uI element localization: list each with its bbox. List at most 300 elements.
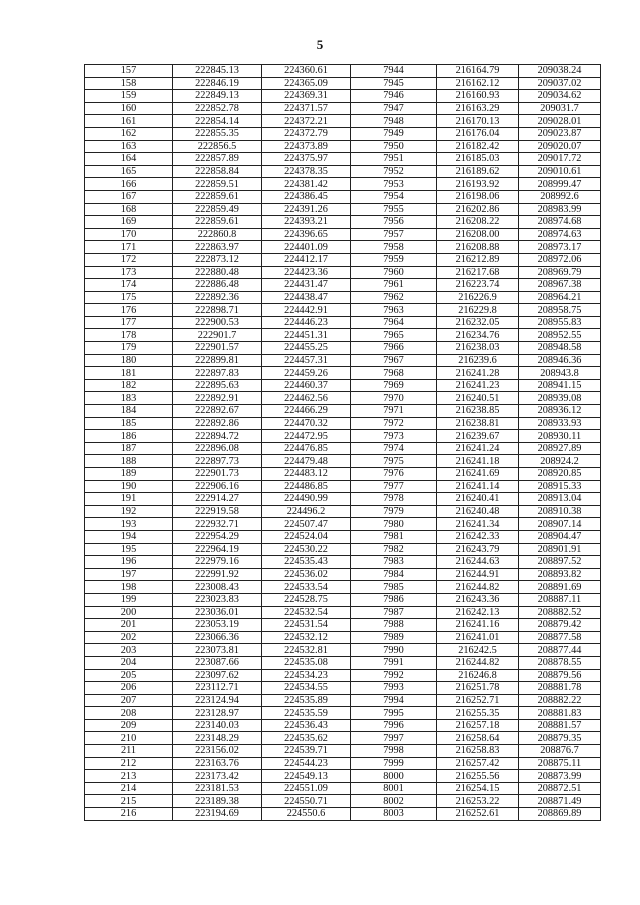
point-number-left-cell: 198 bbox=[85, 581, 173, 594]
x-coordinate-left-cell: 222892.67 bbox=[173, 405, 262, 418]
y-coordinate-right-cell: 208946.36 bbox=[519, 354, 601, 367]
x-coordinate-left-cell: 222897.73 bbox=[173, 455, 262, 468]
y-coordinate-left-cell: 224375.97 bbox=[262, 153, 351, 166]
x-coordinate-left-cell: 222860.8 bbox=[173, 228, 262, 241]
point-number-right-cell: 7980 bbox=[351, 518, 437, 531]
point-number-right-cell: 7978 bbox=[351, 493, 437, 506]
y-coordinate-right-cell: 209037.02 bbox=[519, 77, 601, 90]
point-number-left-cell: 182 bbox=[85, 379, 173, 392]
point-number-right-cell: 7963 bbox=[351, 304, 437, 317]
y-coordinate-right-cell: 208974.68 bbox=[519, 216, 601, 229]
x-coordinate-right-cell: 216242.33 bbox=[437, 530, 519, 543]
table-row bbox=[85, 808, 601, 821]
y-coordinate-left-cell: 224401.09 bbox=[262, 241, 351, 254]
table-row bbox=[85, 342, 601, 355]
x-coordinate-right-cell: 216254.15 bbox=[437, 782, 519, 795]
point-number-left-cell: 201 bbox=[85, 619, 173, 632]
point-number-right-cell: 8002 bbox=[351, 795, 437, 808]
y-coordinate-right-cell: 208924.2 bbox=[519, 455, 601, 468]
point-number-left-cell: 191 bbox=[85, 493, 173, 506]
point-number-right-cell: 8000 bbox=[351, 770, 437, 783]
table-row bbox=[85, 719, 601, 732]
point-number-right-cell: 7959 bbox=[351, 253, 437, 266]
y-coordinate-right-cell: 208999.47 bbox=[519, 178, 601, 191]
point-number-right-cell: 7988 bbox=[351, 619, 437, 632]
x-coordinate-right-cell: 216162.12 bbox=[437, 77, 519, 90]
x-coordinate-left-cell: 222892.36 bbox=[173, 291, 262, 304]
point-number-right-cell: 7951 bbox=[351, 153, 437, 166]
y-coordinate-left-cell: 224490.99 bbox=[262, 493, 351, 506]
y-coordinate-left-cell: 224462.56 bbox=[262, 392, 351, 405]
point-number-right-cell: 7993 bbox=[351, 682, 437, 695]
x-coordinate-left-cell: 222859.51 bbox=[173, 178, 262, 191]
coordinates-table bbox=[84, 64, 601, 821]
x-coordinate-right-cell: 216238.85 bbox=[437, 405, 519, 418]
point-number-left-cell: 210 bbox=[85, 732, 173, 745]
point-number-left-cell: 172 bbox=[85, 253, 173, 266]
point-number-left-cell: 177 bbox=[85, 316, 173, 329]
x-coordinate-left-cell: 223112.71 bbox=[173, 682, 262, 695]
y-coordinate-right-cell: 208910.38 bbox=[519, 505, 601, 518]
x-coordinate-left-cell: 223128.97 bbox=[173, 707, 262, 720]
point-number-right-cell: 7975 bbox=[351, 455, 437, 468]
x-coordinate-left-cell: 223173.42 bbox=[173, 770, 262, 783]
x-coordinate-right-cell: 216189.62 bbox=[437, 165, 519, 178]
x-coordinate-left-cell: 222880.48 bbox=[173, 266, 262, 279]
table-row bbox=[85, 505, 601, 518]
point-number-right-cell: 7994 bbox=[351, 694, 437, 707]
y-coordinate-right-cell: 209020.07 bbox=[519, 140, 601, 153]
point-number-left-cell: 192 bbox=[85, 505, 173, 518]
point-number-right-cell: 7962 bbox=[351, 291, 437, 304]
y-coordinate-right-cell: 208943.8 bbox=[519, 367, 601, 380]
point-number-left-cell: 178 bbox=[85, 329, 173, 342]
coordinates-table-body bbox=[85, 65, 601, 821]
table-row bbox=[85, 745, 601, 758]
y-coordinate-left-cell: 224472.95 bbox=[262, 430, 351, 443]
table-row bbox=[85, 581, 601, 594]
y-coordinate-left-cell: 224459.26 bbox=[262, 367, 351, 380]
point-number-right-cell: 7960 bbox=[351, 266, 437, 279]
y-coordinate-left-cell: 224393.21 bbox=[262, 216, 351, 229]
table-row bbox=[85, 228, 601, 241]
y-coordinate-left-cell: 224412.17 bbox=[262, 253, 351, 266]
x-coordinate-right-cell: 216241.01 bbox=[437, 631, 519, 644]
x-coordinate-left-cell: 222859.49 bbox=[173, 203, 262, 216]
x-coordinate-left-cell: 222892.91 bbox=[173, 392, 262, 405]
y-coordinate-right-cell: 208927.89 bbox=[519, 442, 601, 455]
table-row bbox=[85, 530, 601, 543]
point-number-left-cell: 160 bbox=[85, 102, 173, 115]
y-coordinate-left-cell: 224532.81 bbox=[262, 644, 351, 657]
point-number-left-cell: 190 bbox=[85, 480, 173, 493]
point-number-right-cell: 7964 bbox=[351, 316, 437, 329]
table-row bbox=[85, 480, 601, 493]
point-number-right-cell: 7997 bbox=[351, 732, 437, 745]
x-coordinate-right-cell: 216212.89 bbox=[437, 253, 519, 266]
y-coordinate-left-cell: 224360.61 bbox=[262, 65, 351, 78]
x-coordinate-right-cell: 216217.68 bbox=[437, 266, 519, 279]
y-coordinate-right-cell: 209010.61 bbox=[519, 165, 601, 178]
table-row bbox=[85, 593, 601, 606]
point-number-left-cell: 175 bbox=[85, 291, 173, 304]
y-coordinate-left-cell: 224531.54 bbox=[262, 619, 351, 632]
y-coordinate-left-cell: 224442.91 bbox=[262, 304, 351, 317]
y-coordinate-left-cell: 224378.35 bbox=[262, 165, 351, 178]
point-number-left-cell: 193 bbox=[85, 518, 173, 531]
x-coordinate-right-cell: 216239.67 bbox=[437, 430, 519, 443]
y-coordinate-left-cell: 224496.2 bbox=[262, 505, 351, 518]
y-coordinate-right-cell: 208877.44 bbox=[519, 644, 601, 657]
y-coordinate-left-cell: 224386.45 bbox=[262, 190, 351, 203]
table-row bbox=[85, 304, 601, 317]
y-coordinate-left-cell: 224535.08 bbox=[262, 656, 351, 669]
x-coordinate-left-cell: 222859.61 bbox=[173, 216, 262, 229]
y-coordinate-left-cell: 224539.71 bbox=[262, 745, 351, 758]
x-coordinate-left-cell: 222964.19 bbox=[173, 543, 262, 556]
x-coordinate-left-cell: 223181.53 bbox=[173, 782, 262, 795]
y-coordinate-right-cell: 208936.12 bbox=[519, 405, 601, 418]
point-number-left-cell: 171 bbox=[85, 241, 173, 254]
x-coordinate-right-cell: 216208.22 bbox=[437, 216, 519, 229]
y-coordinate-right-cell: 208871.49 bbox=[519, 795, 601, 808]
table-row bbox=[85, 241, 601, 254]
x-coordinate-right-cell: 216176.04 bbox=[437, 127, 519, 140]
x-coordinate-right-cell: 216193.92 bbox=[437, 178, 519, 191]
x-coordinate-left-cell: 222898.71 bbox=[173, 304, 262, 317]
point-number-left-cell: 207 bbox=[85, 694, 173, 707]
y-coordinate-right-cell: 208881.83 bbox=[519, 707, 601, 720]
y-coordinate-right-cell: 208877.58 bbox=[519, 631, 601, 644]
y-coordinate-right-cell: 208952.55 bbox=[519, 329, 601, 342]
table-row bbox=[85, 140, 601, 153]
y-coordinate-right-cell: 208907.14 bbox=[519, 518, 601, 531]
y-coordinate-right-cell: 208974.63 bbox=[519, 228, 601, 241]
x-coordinate-left-cell: 222859.61 bbox=[173, 190, 262, 203]
x-coordinate-left-cell: 223124.94 bbox=[173, 694, 262, 707]
y-coordinate-right-cell: 209023.87 bbox=[519, 127, 601, 140]
table-row bbox=[85, 669, 601, 682]
x-coordinate-left-cell: 222895.63 bbox=[173, 379, 262, 392]
point-number-right-cell: 7984 bbox=[351, 568, 437, 581]
x-coordinate-left-cell: 222894.72 bbox=[173, 430, 262, 443]
point-number-left-cell: 197 bbox=[85, 568, 173, 581]
y-coordinate-left-cell: 224535.43 bbox=[262, 556, 351, 569]
y-coordinate-left-cell: 224524.04 bbox=[262, 530, 351, 543]
point-number-left-cell: 199 bbox=[85, 593, 173, 606]
y-coordinate-right-cell: 208958.75 bbox=[519, 304, 601, 317]
y-coordinate-left-cell: 224431.47 bbox=[262, 279, 351, 292]
x-coordinate-right-cell: 216241.23 bbox=[437, 379, 519, 392]
table-row bbox=[85, 279, 601, 292]
y-coordinate-left-cell: 224372.21 bbox=[262, 115, 351, 128]
y-coordinate-right-cell: 208948.58 bbox=[519, 342, 601, 355]
point-number-right-cell: 7974 bbox=[351, 442, 437, 455]
y-coordinate-right-cell: 208992.6 bbox=[519, 190, 601, 203]
x-coordinate-left-cell: 223053.19 bbox=[173, 619, 262, 632]
x-coordinate-right-cell: 216257.42 bbox=[437, 757, 519, 770]
y-coordinate-left-cell: 224451.31 bbox=[262, 329, 351, 342]
x-coordinate-left-cell: 223073.81 bbox=[173, 644, 262, 657]
table-row bbox=[85, 379, 601, 392]
table-row bbox=[85, 178, 601, 191]
table-row bbox=[85, 417, 601, 430]
x-coordinate-right-cell: 216208.00 bbox=[437, 228, 519, 241]
point-number-right-cell: 7947 bbox=[351, 102, 437, 115]
y-coordinate-left-cell: 224544.23 bbox=[262, 757, 351, 770]
point-number-left-cell: 213 bbox=[85, 770, 173, 783]
point-number-right-cell: 7991 bbox=[351, 656, 437, 669]
y-coordinate-left-cell: 224534.55 bbox=[262, 682, 351, 695]
point-number-left-cell: 166 bbox=[85, 178, 173, 191]
point-number-left-cell: 185 bbox=[85, 417, 173, 430]
x-coordinate-left-cell: 222906.16 bbox=[173, 480, 262, 493]
point-number-left-cell: 200 bbox=[85, 606, 173, 619]
y-coordinate-right-cell: 209031.7 bbox=[519, 102, 601, 115]
point-number-right-cell: 7957 bbox=[351, 228, 437, 241]
y-coordinate-right-cell: 208869.89 bbox=[519, 808, 601, 821]
y-coordinate-left-cell: 224507.47 bbox=[262, 518, 351, 531]
x-coordinate-right-cell: 216163.29 bbox=[437, 102, 519, 115]
point-number-left-cell: 183 bbox=[85, 392, 173, 405]
y-coordinate-left-cell: 224486.85 bbox=[262, 480, 351, 493]
x-coordinate-right-cell: 216241.18 bbox=[437, 455, 519, 468]
x-coordinate-right-cell: 216185.03 bbox=[437, 153, 519, 166]
x-coordinate-right-cell: 216241.69 bbox=[437, 468, 519, 481]
point-number-right-cell: 7952 bbox=[351, 165, 437, 178]
table-row bbox=[85, 656, 601, 669]
point-number-right-cell: 8003 bbox=[351, 808, 437, 821]
y-coordinate-left-cell: 224536.02 bbox=[262, 568, 351, 581]
table-row bbox=[85, 694, 601, 707]
point-number-left-cell: 184 bbox=[85, 405, 173, 418]
point-number-left-cell: 159 bbox=[85, 90, 173, 103]
point-number-left-cell: 179 bbox=[85, 342, 173, 355]
x-coordinate-left-cell: 222954.29 bbox=[173, 530, 262, 543]
point-number-right-cell: 7973 bbox=[351, 430, 437, 443]
x-coordinate-right-cell: 216241.28 bbox=[437, 367, 519, 380]
x-coordinate-right-cell: 216255.56 bbox=[437, 770, 519, 783]
point-number-right-cell: 7972 bbox=[351, 417, 437, 430]
point-number-right-cell: 7992 bbox=[351, 669, 437, 682]
y-coordinate-left-cell: 224460.37 bbox=[262, 379, 351, 392]
x-coordinate-left-cell: 222856.5 bbox=[173, 140, 262, 153]
point-number-right-cell: 7968 bbox=[351, 367, 437, 380]
x-coordinate-left-cell: 222901.7 bbox=[173, 329, 262, 342]
x-coordinate-left-cell: 223140.03 bbox=[173, 719, 262, 732]
table-row bbox=[85, 354, 601, 367]
table-row bbox=[85, 291, 601, 304]
x-coordinate-left-cell: 222855.35 bbox=[173, 127, 262, 140]
table-row bbox=[85, 65, 601, 78]
table-row bbox=[85, 77, 601, 90]
y-coordinate-left-cell: 224466.29 bbox=[262, 405, 351, 418]
x-coordinate-left-cell: 222863.97 bbox=[173, 241, 262, 254]
y-coordinate-right-cell: 209038.24 bbox=[519, 65, 601, 78]
table-row bbox=[85, 190, 601, 203]
y-coordinate-right-cell: 208881.78 bbox=[519, 682, 601, 695]
x-coordinate-left-cell: 223189.38 bbox=[173, 795, 262, 808]
y-coordinate-left-cell: 224369.31 bbox=[262, 90, 351, 103]
y-coordinate-left-cell: 224483.12 bbox=[262, 468, 351, 481]
point-number-left-cell: 203 bbox=[85, 644, 173, 657]
y-coordinate-right-cell: 208882.52 bbox=[519, 606, 601, 619]
x-coordinate-right-cell: 216170.13 bbox=[437, 115, 519, 128]
table-row bbox=[85, 266, 601, 279]
y-coordinate-right-cell: 208933.93 bbox=[519, 417, 601, 430]
point-number-right-cell: 7965 bbox=[351, 329, 437, 342]
y-coordinate-left-cell: 224381.42 bbox=[262, 178, 351, 191]
y-coordinate-left-cell: 224372.79 bbox=[262, 127, 351, 140]
y-coordinate-left-cell: 224536.43 bbox=[262, 719, 351, 732]
point-number-left-cell: 157 bbox=[85, 65, 173, 78]
point-number-right-cell: 7985 bbox=[351, 581, 437, 594]
point-number-left-cell: 174 bbox=[85, 279, 173, 292]
x-coordinate-right-cell: 216257.18 bbox=[437, 719, 519, 732]
point-number-left-cell: 214 bbox=[85, 782, 173, 795]
x-coordinate-left-cell: 223194.69 bbox=[173, 808, 262, 821]
x-coordinate-right-cell: 216240.41 bbox=[437, 493, 519, 506]
x-coordinate-right-cell: 216234.76 bbox=[437, 329, 519, 342]
point-number-right-cell: 7971 bbox=[351, 405, 437, 418]
x-coordinate-right-cell: 216242.13 bbox=[437, 606, 519, 619]
y-coordinate-left-cell: 224455.25 bbox=[262, 342, 351, 355]
y-coordinate-left-cell: 224533.54 bbox=[262, 581, 351, 594]
x-coordinate-right-cell: 216223.74 bbox=[437, 279, 519, 292]
x-coordinate-left-cell: 222901.57 bbox=[173, 342, 262, 355]
x-coordinate-right-cell: 216241.14 bbox=[437, 480, 519, 493]
point-number-right-cell: 7967 bbox=[351, 354, 437, 367]
table-row bbox=[85, 203, 601, 216]
y-coordinate-left-cell: 224549.13 bbox=[262, 770, 351, 783]
point-number-right-cell: 7949 bbox=[351, 127, 437, 140]
x-coordinate-left-cell: 222897.83 bbox=[173, 367, 262, 380]
point-number-left-cell: 181 bbox=[85, 367, 173, 380]
table-row bbox=[85, 606, 601, 619]
y-coordinate-right-cell: 208882.22 bbox=[519, 694, 601, 707]
y-coordinate-right-cell: 208930.11 bbox=[519, 430, 601, 443]
point-number-left-cell: 205 bbox=[85, 669, 173, 682]
x-coordinate-left-cell: 223148.29 bbox=[173, 732, 262, 745]
x-coordinate-right-cell: 216243.79 bbox=[437, 543, 519, 556]
table-row bbox=[85, 568, 601, 581]
x-coordinate-left-cell: 223066.36 bbox=[173, 631, 262, 644]
y-coordinate-left-cell: 224391.26 bbox=[262, 203, 351, 216]
y-coordinate-left-cell: 224365.09 bbox=[262, 77, 351, 90]
x-coordinate-left-cell: 223036.01 bbox=[173, 606, 262, 619]
table-row bbox=[85, 455, 601, 468]
y-coordinate-right-cell: 208872.51 bbox=[519, 782, 601, 795]
x-coordinate-right-cell: 216244.82 bbox=[437, 656, 519, 669]
y-coordinate-left-cell: 224423.36 bbox=[262, 266, 351, 279]
x-coordinate-right-cell: 216252.71 bbox=[437, 694, 519, 707]
x-coordinate-right-cell: 216208.88 bbox=[437, 241, 519, 254]
point-number-right-cell: 7986 bbox=[351, 593, 437, 606]
x-coordinate-right-cell: 216244.82 bbox=[437, 581, 519, 594]
x-coordinate-left-cell: 223023.83 bbox=[173, 593, 262, 606]
table-row bbox=[85, 329, 601, 342]
x-coordinate-right-cell: 216252.61 bbox=[437, 808, 519, 821]
point-number-left-cell: 165 bbox=[85, 165, 173, 178]
point-number-right-cell: 7976 bbox=[351, 468, 437, 481]
point-number-right-cell: 7950 bbox=[351, 140, 437, 153]
x-coordinate-left-cell: 222901.73 bbox=[173, 468, 262, 481]
point-number-right-cell: 7979 bbox=[351, 505, 437, 518]
table-row bbox=[85, 115, 601, 128]
table-row bbox=[85, 442, 601, 455]
y-coordinate-right-cell: 208878.55 bbox=[519, 656, 601, 669]
y-coordinate-right-cell: 208873.99 bbox=[519, 770, 601, 783]
y-coordinate-right-cell: 208967.38 bbox=[519, 279, 601, 292]
x-coordinate-right-cell: 216246.8 bbox=[437, 669, 519, 682]
point-number-right-cell: 8001 bbox=[351, 782, 437, 795]
x-coordinate-right-cell: 216164.79 bbox=[437, 65, 519, 78]
x-coordinate-right-cell: 216226.9 bbox=[437, 291, 519, 304]
y-coordinate-left-cell: 224532.12 bbox=[262, 631, 351, 644]
point-number-left-cell: 169 bbox=[85, 216, 173, 229]
x-coordinate-left-cell: 223163.76 bbox=[173, 757, 262, 770]
x-coordinate-left-cell: 222846.19 bbox=[173, 77, 262, 90]
x-coordinate-left-cell: 222914.27 bbox=[173, 493, 262, 506]
point-number-left-cell: 176 bbox=[85, 304, 173, 317]
x-coordinate-right-cell: 216239.6 bbox=[437, 354, 519, 367]
point-number-left-cell: 194 bbox=[85, 530, 173, 543]
point-number-right-cell: 7956 bbox=[351, 216, 437, 229]
y-coordinate-right-cell: 208983.99 bbox=[519, 203, 601, 216]
x-coordinate-left-cell: 223097.62 bbox=[173, 669, 262, 682]
x-coordinate-right-cell: 216255.35 bbox=[437, 707, 519, 720]
y-coordinate-left-cell: 224528.75 bbox=[262, 593, 351, 606]
table-row bbox=[85, 153, 601, 166]
point-number-left-cell: 186 bbox=[85, 430, 173, 443]
x-coordinate-left-cell: 222852.78 bbox=[173, 102, 262, 115]
y-coordinate-right-cell: 208969.79 bbox=[519, 266, 601, 279]
point-number-right-cell: 7961 bbox=[351, 279, 437, 292]
y-coordinate-right-cell: 208964.21 bbox=[519, 291, 601, 304]
y-coordinate-left-cell: 224550.71 bbox=[262, 795, 351, 808]
point-number-left-cell: 215 bbox=[85, 795, 173, 808]
y-coordinate-left-cell: 224532.54 bbox=[262, 606, 351, 619]
table-row bbox=[85, 468, 601, 481]
x-coordinate-right-cell: 216238.81 bbox=[437, 417, 519, 430]
x-coordinate-left-cell: 222932.71 bbox=[173, 518, 262, 531]
point-number-left-cell: 180 bbox=[85, 354, 173, 367]
point-number-left-cell: 212 bbox=[85, 757, 173, 770]
y-coordinate-left-cell: 224396.65 bbox=[262, 228, 351, 241]
x-coordinate-left-cell: 223156.02 bbox=[173, 745, 262, 758]
x-coordinate-right-cell: 216241.16 bbox=[437, 619, 519, 632]
table-row bbox=[85, 405, 601, 418]
point-number-left-cell: 208 bbox=[85, 707, 173, 720]
point-number-left-cell: 163 bbox=[85, 140, 173, 153]
table-row bbox=[85, 631, 601, 644]
point-number-right-cell: 7958 bbox=[351, 241, 437, 254]
table-row bbox=[85, 102, 601, 115]
x-coordinate-left-cell: 222979.16 bbox=[173, 556, 262, 569]
point-number-right-cell: 7982 bbox=[351, 543, 437, 556]
table-row bbox=[85, 216, 601, 229]
x-coordinate-right-cell: 216251.78 bbox=[437, 682, 519, 695]
y-coordinate-right-cell: 208972.06 bbox=[519, 253, 601, 266]
y-coordinate-left-cell: 224371.57 bbox=[262, 102, 351, 115]
y-coordinate-right-cell: 208875.11 bbox=[519, 757, 601, 770]
x-coordinate-right-cell: 216258.83 bbox=[437, 745, 519, 758]
point-number-right-cell: 7945 bbox=[351, 77, 437, 90]
x-coordinate-right-cell: 216240.48 bbox=[437, 505, 519, 518]
table-row bbox=[85, 253, 601, 266]
x-coordinate-right-cell: 216198.06 bbox=[437, 190, 519, 203]
y-coordinate-left-cell: 224479.48 bbox=[262, 455, 351, 468]
